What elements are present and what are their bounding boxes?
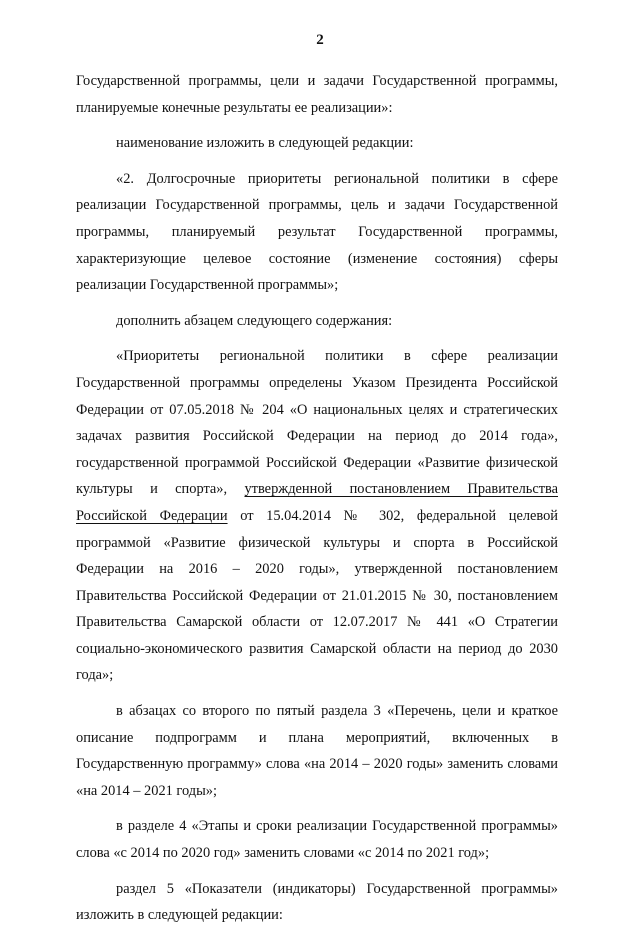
paragraph-text: наименование изложить в следующей редакции:	[116, 135, 414, 152]
paragraph	[76, 308, 558, 335]
paragraph	[76, 698, 558, 804]
paragraph-text: «Приоритеты региональной политики в сфере реализации Государственной программы определены Указом Президента Российской Федерации от 07.05.2018 № 204 «О национальных целях и стратегических задачах развития Российской Федерации на период до 2014 года», государственной программой Российской Федерации «Развитие физической культуры и спорта»,	[76, 348, 558, 498]
paragraph-text: в абзацах со второго по пятый раздела 3 «Перечень, цели и краткое описание подпрограмм и плана мероприятий, включенных в Государственную программу» слова «на 2014 – 2020 годы» заменить словами «на 2014 – 2021 годы»;	[76, 703, 558, 799]
paragraph	[76, 813, 558, 866]
paragraph-text: в разделе 4 «Этапы и сроки реализации Государственной программы» слова «с 2014 по 2020 год» заменить словами «с 2014 по 2021 год»;	[76, 818, 558, 862]
paragraph-text: раздел 5 «Показатели (индикаторы) Государственной программы» изложить в следующей редакции:	[76, 880, 558, 924]
paragraph-text: дополнить абзацем следующего содержания:	[116, 312, 393, 329]
page-number: 2	[316, 32, 324, 48]
underlined-text: утвержденной постановлением Правительства Российской Федерации	[76, 481, 558, 524]
paragraph	[76, 343, 558, 689]
paragraph-text: Государственной программы, цели и задачи Государственной программы, планируемые конечные результаты ее реализации»:	[76, 73, 558, 116]
paragraph	[76, 68, 558, 121]
document-body	[76, 68, 558, 938]
paragraph-text: от 15.04.2014 № 302, федеральной целевой программой «Развитие физической культуры и спорта в Российской Федерации на 2016 – 2020 годы», утвержденной постановлением Правительства Российской Федерации от 21.01.2015 № 30, постановлением Правительства Самарской области от 12.07.2017 № 441 «О Стратегии социально-экономического развития Самарской области на период до 2030 года»;	[76, 507, 558, 684]
paragraph	[76, 876, 558, 929]
paragraph	[76, 130, 558, 157]
paragraph	[76, 166, 558, 299]
paragraph-text: «2. Долгосрочные приоритеты региональной политики в сфере реализации Государственной программы, цель и задачи Государственной программы, планируемый результат Государственной программы, характеризующие целевое состояние (изменение состояния) сферы реализации Государственной программы»;	[76, 170, 558, 294]
